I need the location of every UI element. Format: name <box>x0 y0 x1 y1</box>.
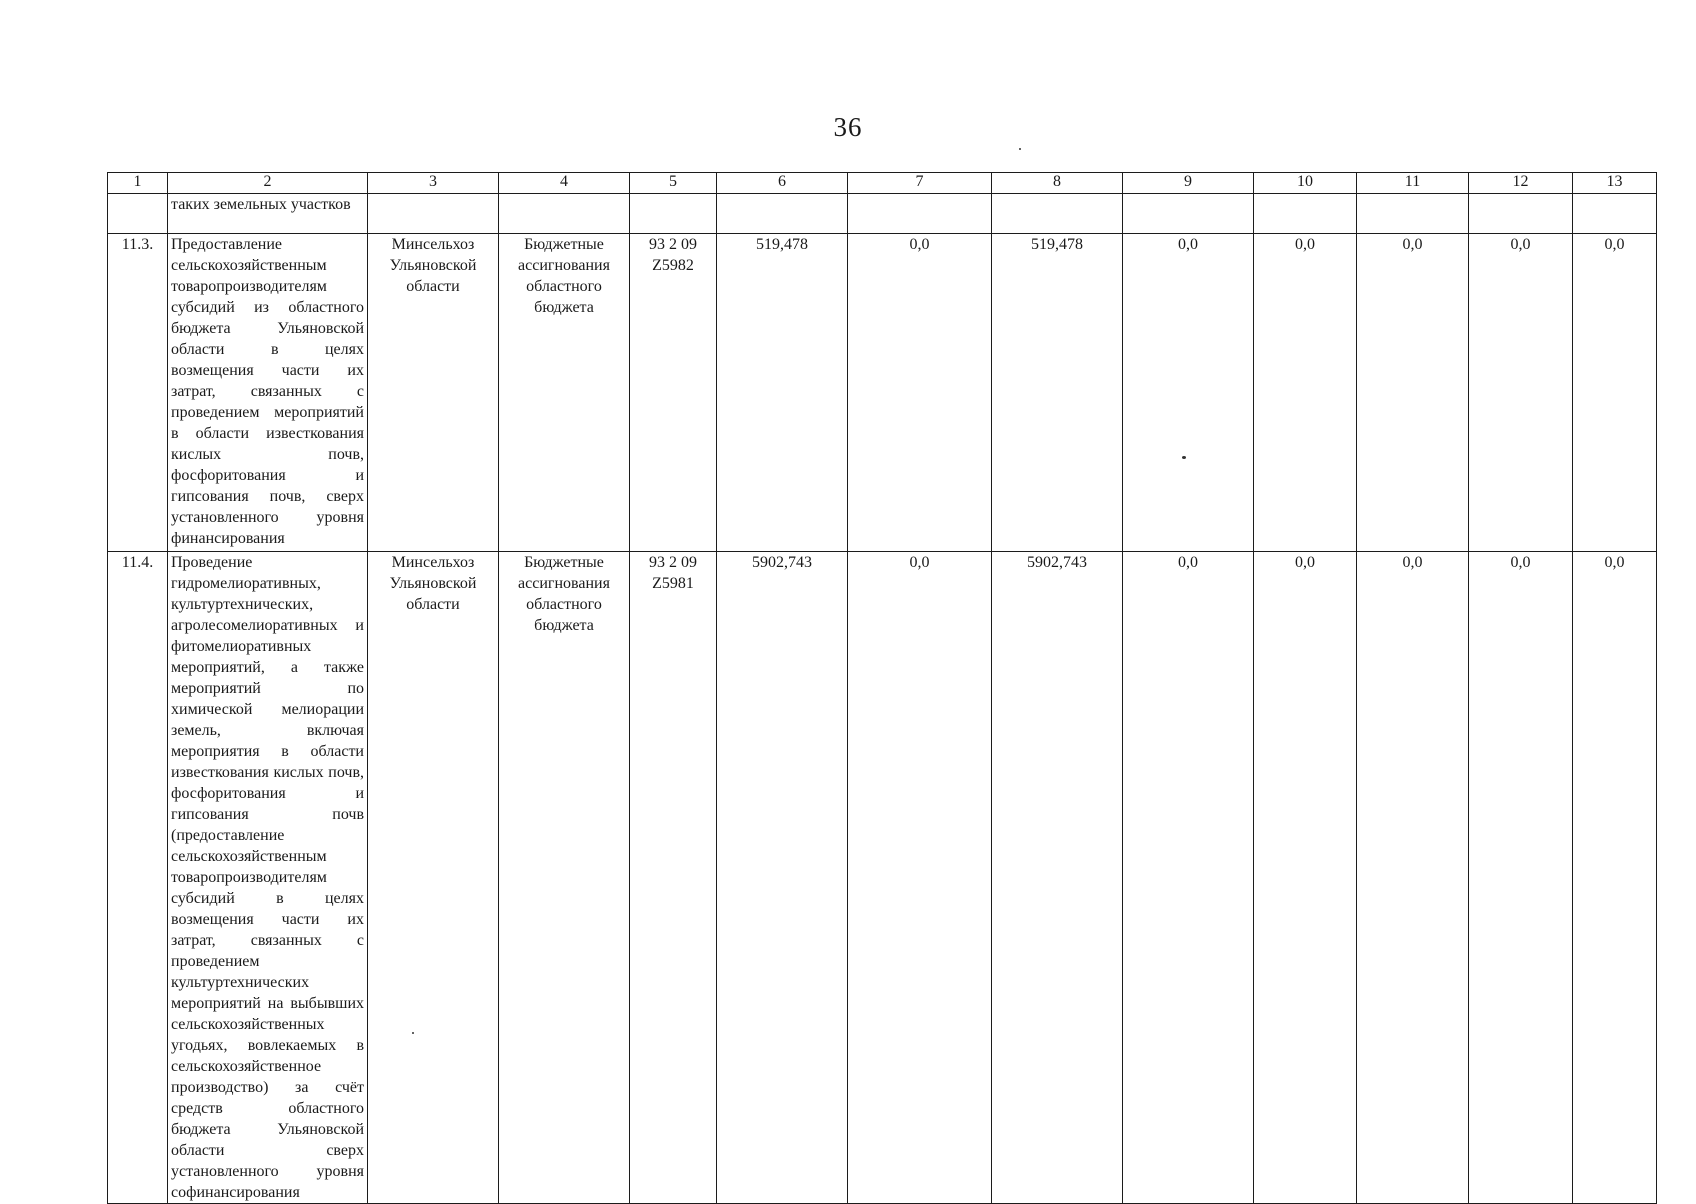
row-value <box>717 194 848 234</box>
table-row <box>108 234 1657 552</box>
row-description: Предоставление сельскохозяйственным товаропроизводителям субсидий из областного бюджета Ульяновской области в целях возмещения части их затрат, связанных с проведением мероприятий в области известкования кислых почв, фосфоритования и гипсования почв, сверх установленного уровня финансирования <box>168 234 368 552</box>
row-value: 519,478 <box>992 234 1123 552</box>
row-value: 5902,743 <box>717 552 848 1204</box>
column-header: 1 <box>108 173 168 194</box>
budget-table <box>107 172 1657 1204</box>
column-header: 12 <box>1469 173 1573 194</box>
row-value: 0,0 <box>1573 234 1657 552</box>
column-number-row <box>108 173 1657 194</box>
row-id: 11.4. <box>108 552 168 1204</box>
row-source: Бюджетные ассигнования областного бюджета <box>499 552 630 1204</box>
column-header: 7 <box>848 173 992 194</box>
row-description: таких земельных участков <box>168 194 368 234</box>
column-header: 11 <box>1357 173 1469 194</box>
row-description: Проведение гидромелиоративных, культуртехнических, агролесомелиоративных и фитомелиоративных мероприятий, а также мероприятий по химической мелиорации земель, включая мероприятия в области известкования кислых почв, фосфоритования и гипсования почв (предоставление сельскохозяйственным товаропроизводителям субсидий в целях возмещения части их затрат, связанных с проведением культуртехнических мероприятий на выбывших сельскохозяйственных угодьях, вовлекаемых в сельскохозяйственное производство) за счёт средств областного бюджета Ульяновской области сверх установленного уровня софинансирования <box>168 552 368 1204</box>
column-header: 3 <box>368 173 499 194</box>
row-value: 0,0 <box>1123 234 1254 552</box>
column-header: 9 <box>1123 173 1254 194</box>
row-value: 0,0 <box>1254 234 1357 552</box>
row-source: Бюджетные ассигнования областного бюджета <box>499 234 630 552</box>
row-code <box>630 194 717 234</box>
row-value: 0,0 <box>848 552 992 1204</box>
row-responsible <box>368 194 499 234</box>
row-value: 0,0 <box>1123 552 1254 1204</box>
row-responsible: Минсельхоз Ульяновской области <box>368 552 499 1204</box>
row-value <box>1254 194 1357 234</box>
row-value: 0,0 <box>1254 552 1357 1204</box>
column-header: 5 <box>630 173 717 194</box>
row-value <box>1123 194 1254 234</box>
column-header: 6 <box>717 173 848 194</box>
row-value: 0,0 <box>1357 234 1469 552</box>
column-header: 2 <box>168 173 368 194</box>
row-value <box>992 194 1123 234</box>
row-id <box>108 194 168 234</box>
column-header: 4 <box>499 173 630 194</box>
row-value: 0,0 <box>848 234 992 552</box>
column-header: 10 <box>1254 173 1357 194</box>
row-value: 5902,743 <box>992 552 1123 1204</box>
row-value <box>1573 194 1657 234</box>
column-header: 8 <box>992 173 1123 194</box>
row-id: 11.3. <box>108 234 168 552</box>
row-value <box>848 194 992 234</box>
table-row <box>108 552 1657 1204</box>
row-value: 519,478 <box>717 234 848 552</box>
row-value <box>1357 194 1469 234</box>
row-value <box>1469 194 1573 234</box>
column-header: 13 <box>1573 173 1657 194</box>
row-value: 0,0 <box>1357 552 1469 1204</box>
table-row <box>108 194 1657 234</box>
scan-speck <box>1019 148 1021 150</box>
row-code: 93 2 09 Z5982 <box>630 234 717 552</box>
row-value: 0,0 <box>1573 552 1657 1204</box>
page-number: 36 <box>833 112 863 142</box>
row-responsible: Минсельхоз Ульяновской области <box>368 234 499 552</box>
row-value: 0,0 <box>1469 552 1573 1204</box>
row-value: 0,0 <box>1469 234 1573 552</box>
row-code: 93 2 09 Z5981 <box>630 552 717 1204</box>
row-source <box>499 194 630 234</box>
